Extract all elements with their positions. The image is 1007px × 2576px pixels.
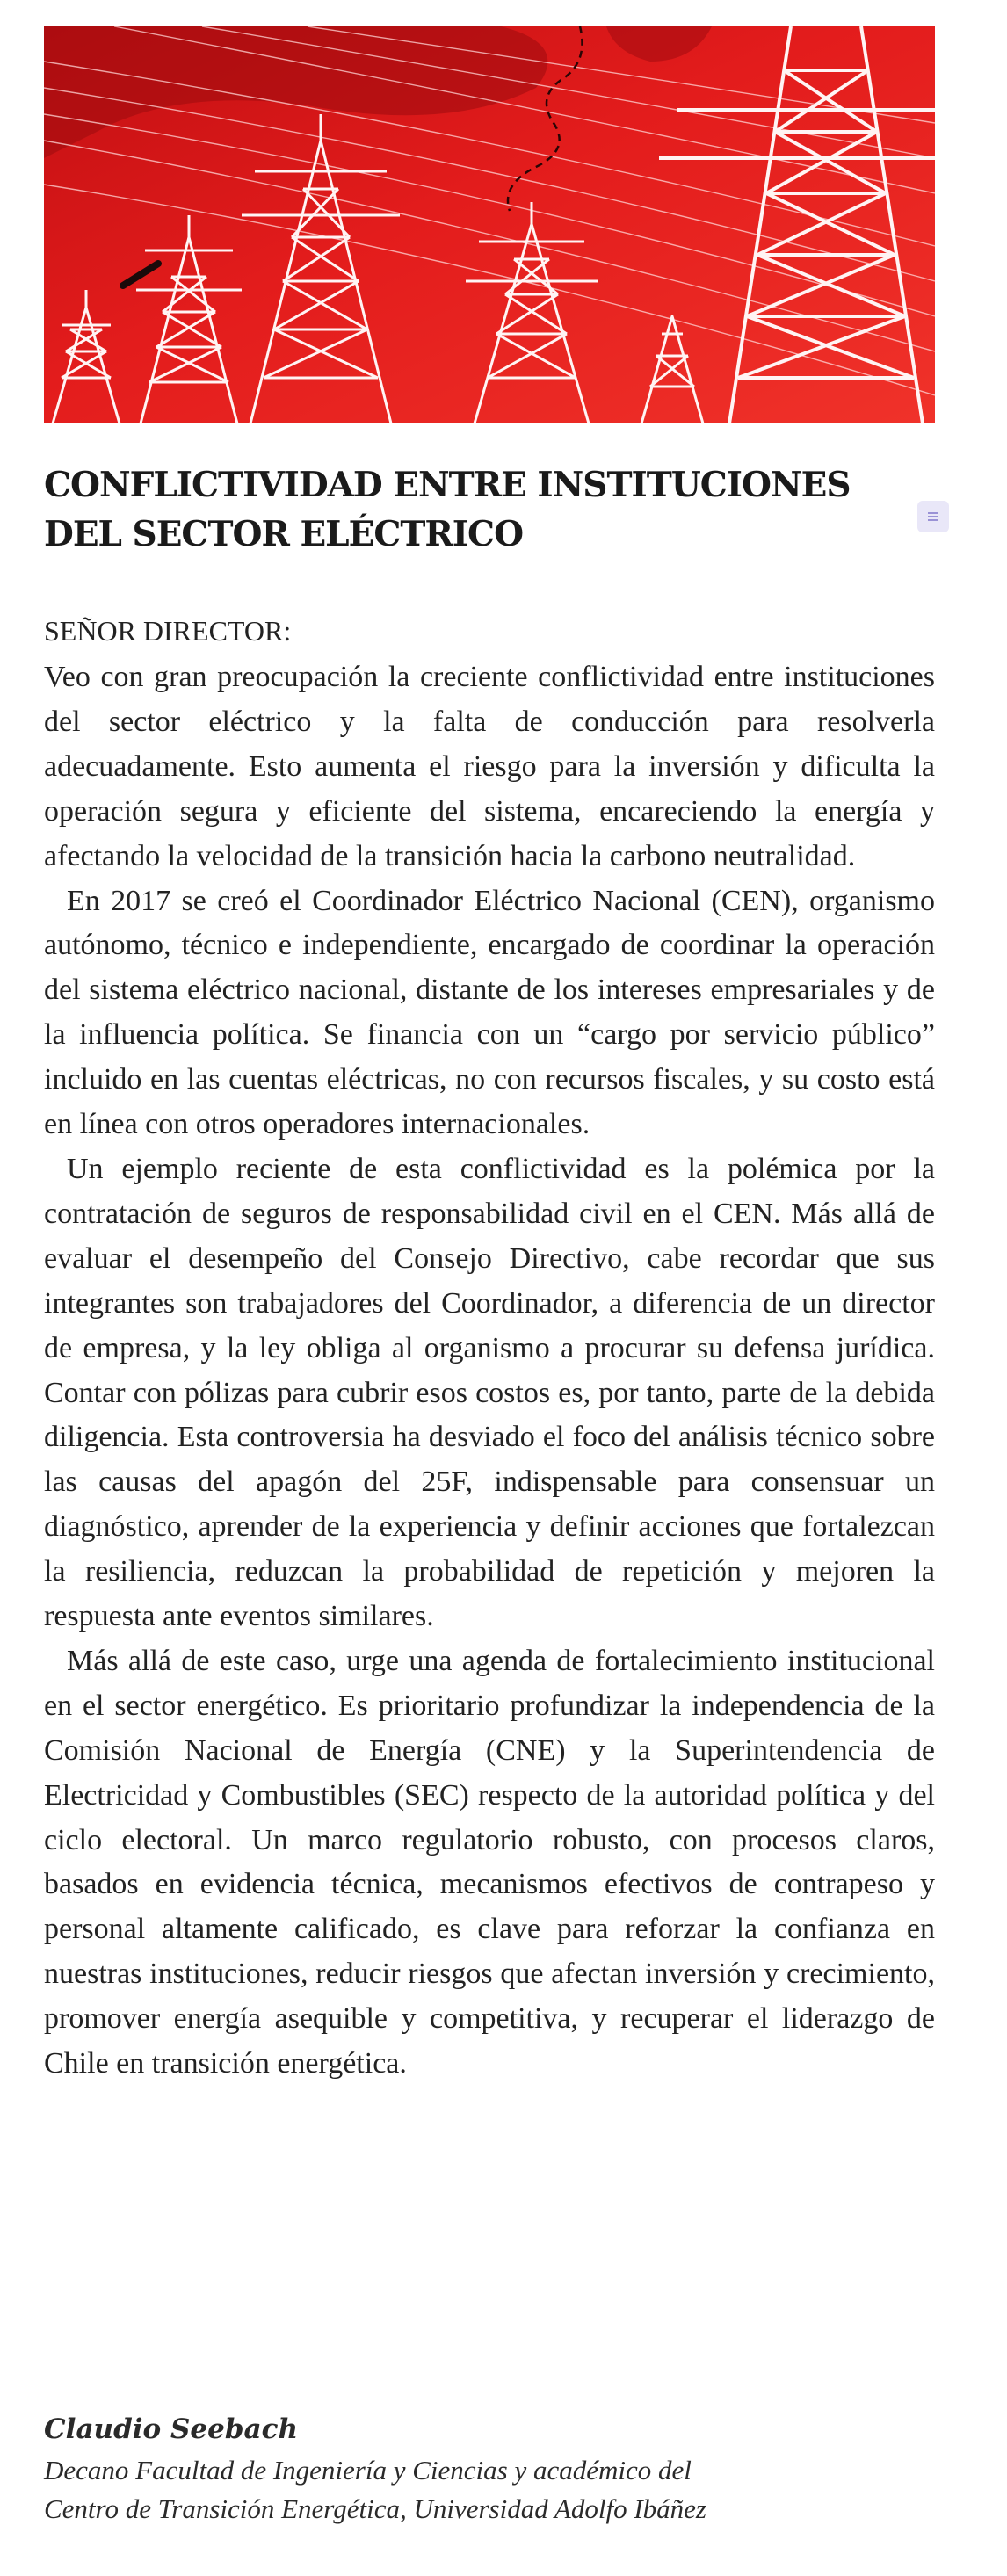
note-lines-icon[interactable] <box>917 501 949 532</box>
paragraph-3: Un ejemplo reciente de esta conflictividad es la polémica por la contratación de seguros de responsabilidad civil en el CEN. Más allá de evaluar el desempeño del Consejo Directivo, cabe recordar que sus integrantes son trabajadores del Coordinador, a diferencia de un director de empresa, y la ley obliga al organismo a procurar su defensa jurídica. Contar con pólizas para cubrir esos costos es, por tanto, parte de la debida diligencia. Esta controversia ha desviado el foco del análisis técnico sobre las causas del apagón del 25F, indispensable para consensuar un diagnóstico, aprender de la experiencia y definir acciones que fortalezcan la resiliencia, reduzcan la probabilidad de repetición y mejoren la respuesta ante eventos similares. <box>44 1152 935 1633</box>
salutation: SEÑOR DIRECTOR: <box>44 615 292 647</box>
headline-line-2: DEL SECTOR ELÉCTRICO <box>44 514 524 554</box>
article-headline <box>44 460 940 559</box>
power-towers-illustration <box>44 26 935 423</box>
author-signature <box>44 2407 975 2529</box>
hero-image <box>44 26 935 423</box>
paragraph-2: En 2017 se creó el Coordinador Eléctrico Nacional (CEN), organismo autónomo, técnico e independiente, encargado de coordinar la operación del sistema eléctrico nacional, distante de los intereses empresariales y de la influencia política. Se financia con un “cargo por servicio público” incluido en las cuentas eléctricas, no con recursos fiscales, y su costo está en línea con otros operadores internacionales. <box>44 884 935 1141</box>
paragraph-4: Más allá de este caso, urge una agenda de fortalecimiento institucional en el sector energético. Es prioritario profundizar la independencia de la Comisión Nacional de Energía (CNE) y la Superintendencia de Electricidad y Combustibles (SEC) respecto de la autoridad política y del ciclo electoral. Un marco regulatorio robusto, con procesos claros, basados en evidencia técnica, mecanismos efectivos de contrapeso y personal altamente calificado, es clave para reforzar la confianza en nuestras instituciones, reducir riesgos que afectan inversión y crecimiento, promover energía asequible y competitiva, y recuperar el liderazgo de Chile en transición energética. <box>44 1644 935 2080</box>
author-role-line-2: Centro de Transición Energética, Universidad Adolfo Ibáñez <box>44 2493 706 2524</box>
author-name: Claudio Seebach <box>44 2413 299 2445</box>
headline-line-1: CONFLICTIVIDAD ENTRE INSTITUCIONES <box>44 465 851 505</box>
author-role-line-1: Decano Facultad de Ingeniería y Ciencias y académico del <box>44 2455 692 2486</box>
letter-body <box>44 655 935 2087</box>
paragraph-1: Veo con gran preocupación la creciente conflictividad entre instituciones del sector eléctrico y la falta de conducción para resolverla adecuadamente. Esto aumenta el riesgo para la inversión y dificulta la operación segura y eficiente del sistema, encareciendo la energía y afectando la velocidad de la transición hacia la carbono neutralidad. <box>44 661 935 872</box>
